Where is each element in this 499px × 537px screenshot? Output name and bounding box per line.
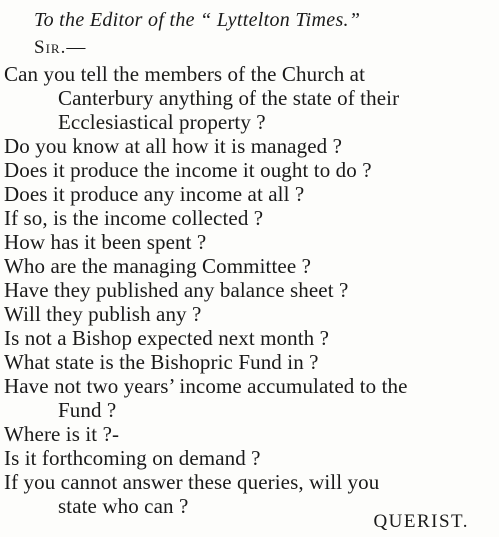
letter-line: Where is it ?- [4,422,120,446]
letter-signature: QUERIST. [373,511,469,532]
letter-line: If so, is the income collected ? [4,206,264,230]
letter-line: What state is the Bishopric Fund in ? [4,350,319,374]
letter-line: Ecclesiastical property ? [58,110,266,134]
letter-line: Will they publish any ? [4,302,202,326]
letter-line: How has it been spent ? [4,230,207,254]
letter-line: Does it produce the income it ought to do ? [4,158,372,182]
letter-line: Who are the managing Committee ? [4,254,312,278]
letter-line: If you cannot answer these queries, will you [4,470,380,494]
letter-line: Can you tell the members of the Church at [4,62,366,86]
letter-line: Is it forthcoming on demand ? [4,446,261,470]
letter-salutation: Sir.— [34,37,87,58]
letter-line: Fund ? [58,398,117,422]
letter-line: state who can ? [58,494,189,518]
letter-line: Have not two years’ income accumulated to the [4,374,408,398]
letter-line: Is not a Bishop expected next month ? [4,326,330,350]
letter-line: Have they published any balance sheet ? [4,278,349,302]
letter-line: Does it produce any income at all ? [4,182,305,206]
letter-line: Do you know at all how it is managed ? [4,134,342,158]
letter-title: To the Editor of the “ Lyttelton Times.” [34,9,361,31]
letter-line: Canterbury anything of the state of their [58,86,400,110]
